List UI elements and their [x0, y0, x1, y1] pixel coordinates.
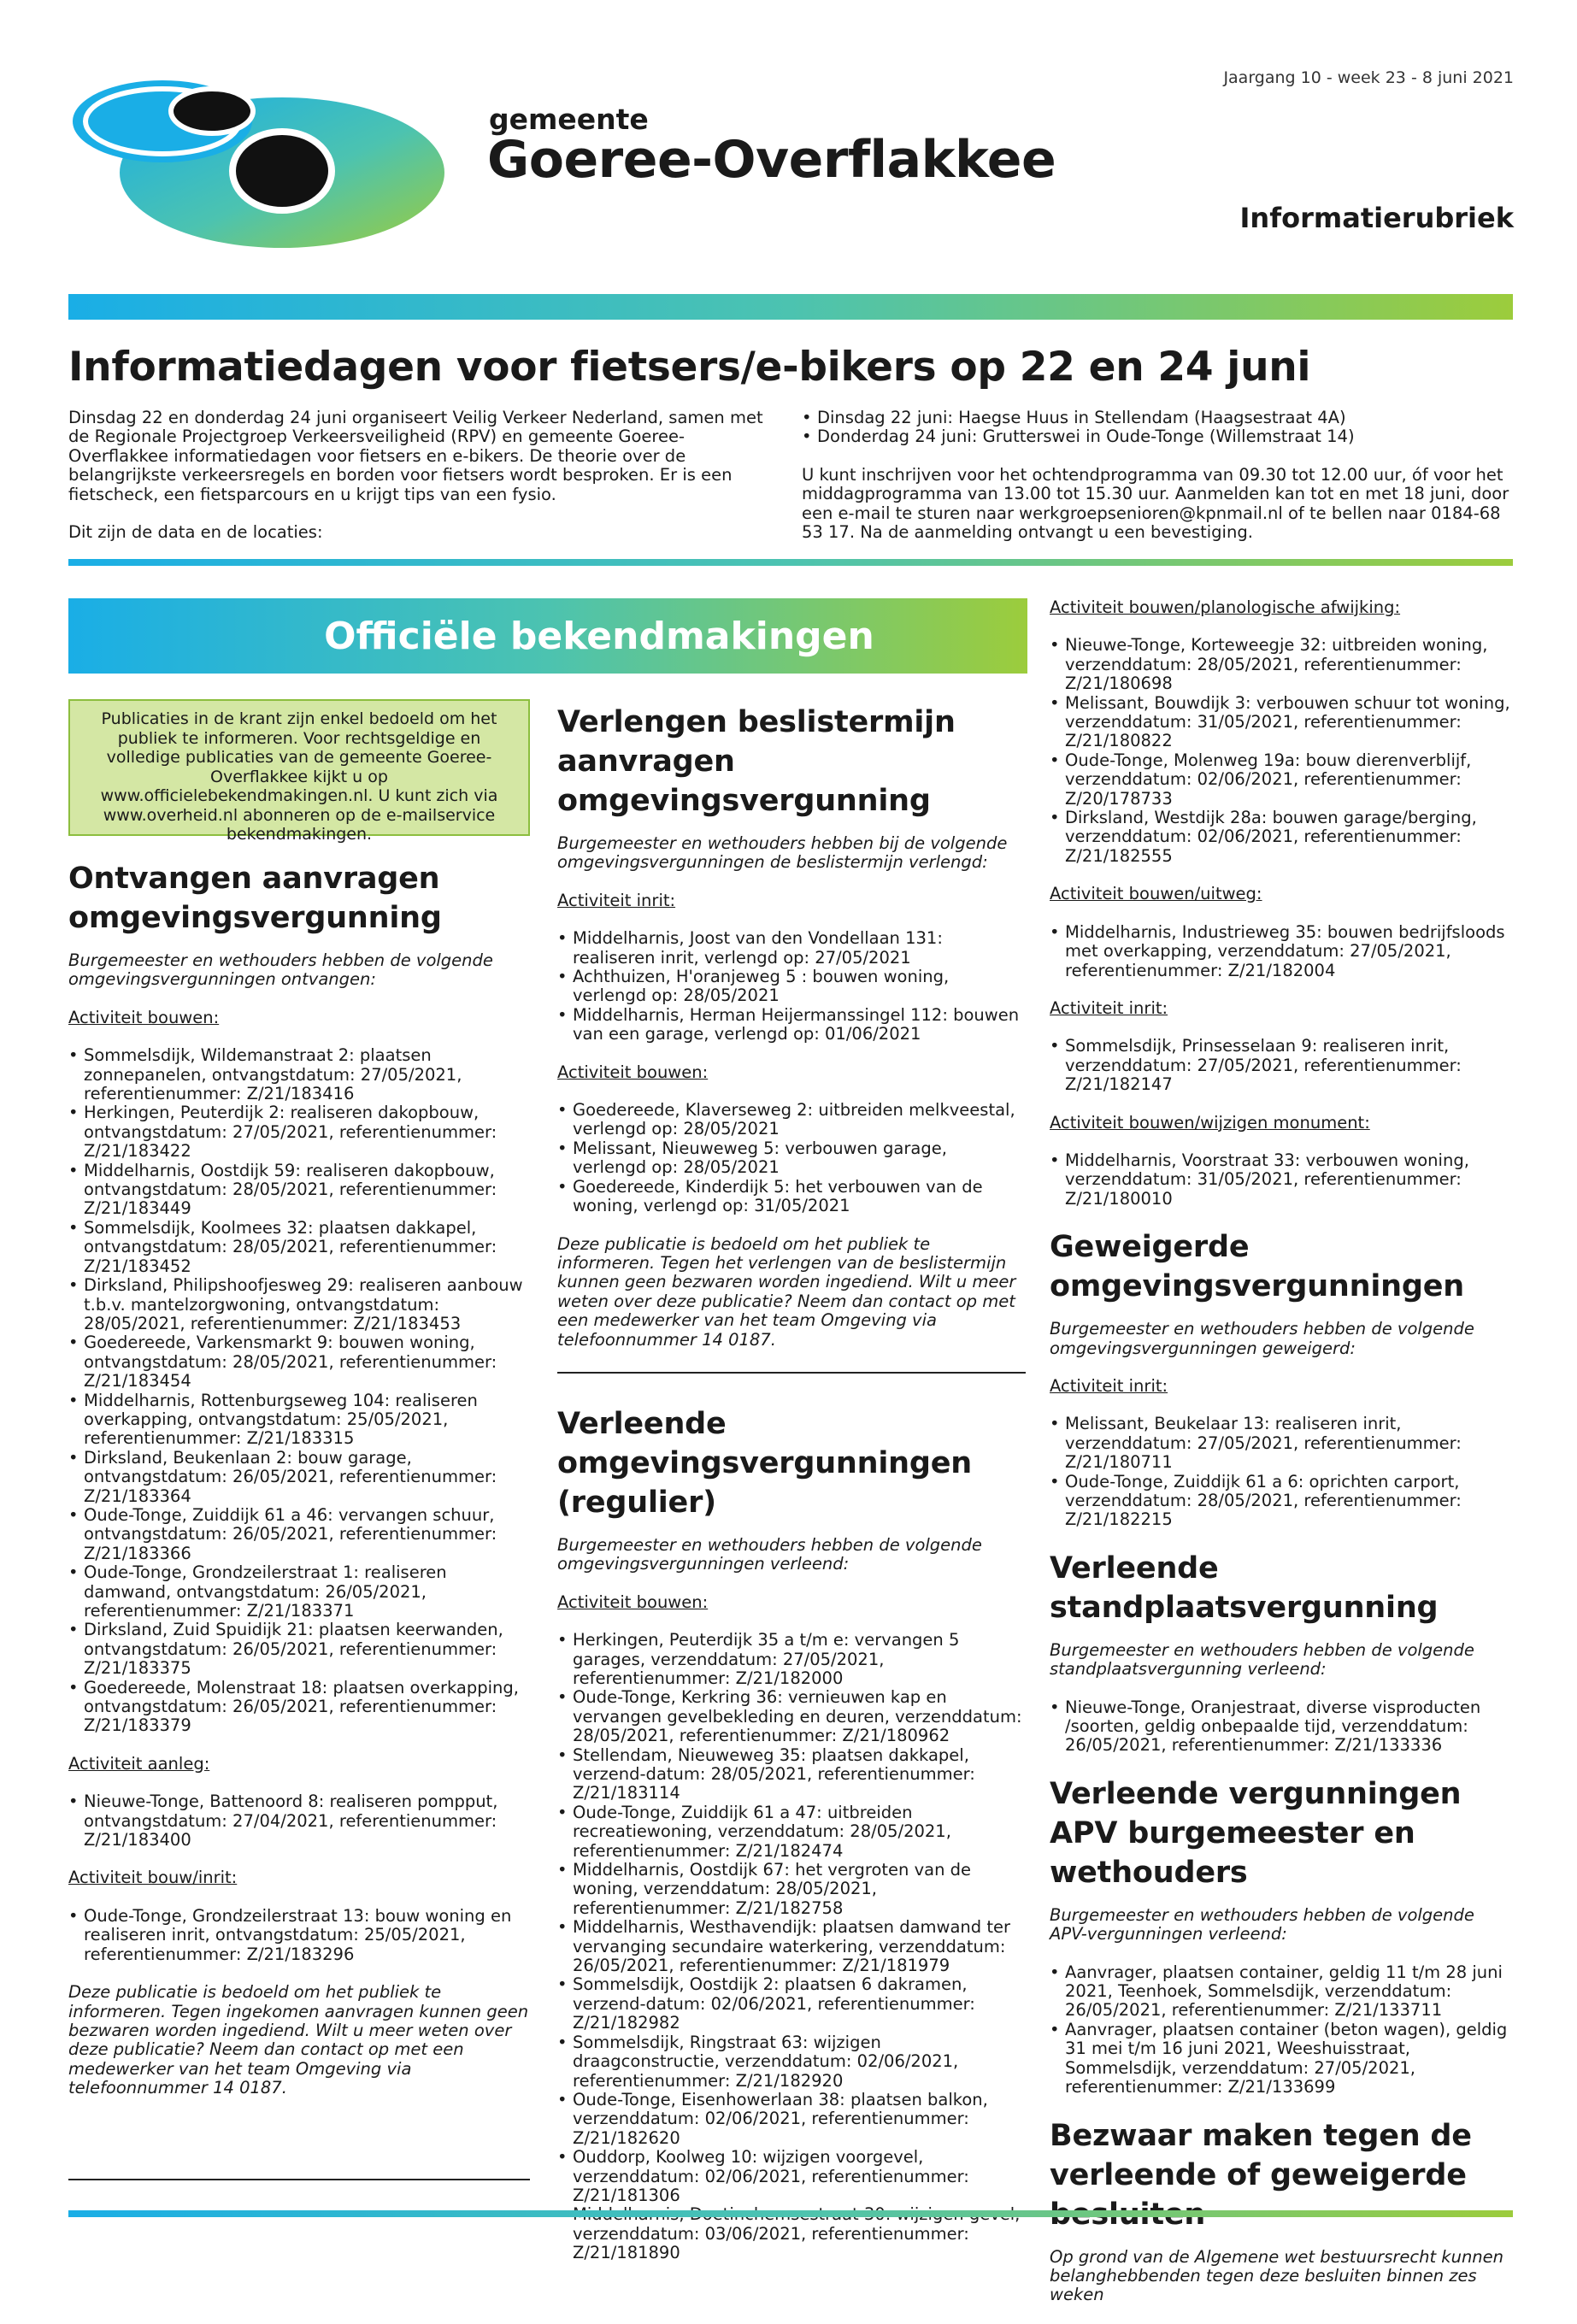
- intro-paragraph: U kunt inschrijven voor het ochtendprogramma van 09.30 tot 12.00 uur, óf voor het middagprogramma van 13.00 tot 15.30 uur. Aanmelden kan tot en met 18 juni, door een e-mail te sturen naar werkgroepsenioren@kpnmail.nl of te bellen naar 0184-68 53 17. Na de aanmelding ontvangt u een bevestiging.: [802, 464, 1509, 543]
- list-item: • Goedereede, Klaverseweg 2: uitbreiden melkveestal, verlengd op: 28/05/2021: [557, 1101, 1026, 1139]
- list-item: • Oude-Tonge, Grondzeilerstraat 1: realiseren damwand, ontvangstdatum: 26/05/2021, referentienummer: Z/21/183371: [68, 1563, 530, 1621]
- page-title: Informatiedagen voor fietsers/e-bikers op 22 en 24 juni: [68, 344, 1311, 391]
- section-rule: [557, 1372, 1026, 1374]
- item-list: [68, 1792, 530, 1850]
- intro-paragraph: Dit zijn de data en de locaties:: [68, 522, 323, 543]
- list-item: • Oude-Tonge, Zuiddijk 61 a 6: oprichten carport, verzenddatum: 28/05/2021, referentienummer: Z/21/182215: [1050, 1473, 1513, 1530]
- section-note: Deze publicatie is bedoeld om het publiek te informeren. Tegen het verlengen van de beslistermijn kunnen geen bezwaren worden ingediend. Wilt u meer weten over deze publicatie? Neem dan contact op met een medewerker van het team Omgeving via telefoonnummer 14 0187.: [557, 1233, 1016, 1350]
- section-intro: Op grond van de Algemene wet bestuursrecht kunnen belanghebbenden tegen deze besluiten binnen zes weken: [1050, 2246, 1504, 2305]
- list-item: • Nieuwe-Tonge, Korteweegje 32: uitbreiden woning, verzenddatum: 28/05/2021, referentienummer: Z/21/180698: [1050, 636, 1513, 693]
- section-title: Bezwaar maken tegen de verleende of geweigerde: [1050, 2118, 1472, 2192]
- intro-right: [802, 409, 1511, 542]
- section-title: Ontvangen aanvragen omgevingsvergunning: [68, 862, 442, 935]
- list-item: • Melissant, Beukelaar 13: realiseren inrit, verzenddatum: 27/05/2021, referentienummer: Z/21/180711: [1050, 1415, 1513, 1472]
- list-item: • Middelharnis, Voorstraat 33: verbouwen woning, verzenddatum: 31/05/2021, referentienummer: Z/21/180010: [1050, 1151, 1513, 1209]
- section-intro: Burgemeester en wethouders hebben de volgende standplaatsvergunning verleend:: [1050, 1639, 1474, 1680]
- section-note: Deze publicatie is bedoeld om het publiek te informeren. Tegen ingekomen aanvragen kunnen geen bezwaren worden ingediend. Wilt u meer weten over deze publicatie? Neem dan contact op met een medewerker van het team Omgeving via telefoonnummer 14 0187.: [68, 1982, 529, 2098]
- list-item: • verzenddatum: 03/06/2021, referentienummer: Z/21/181890: [557, 2205, 1026, 2262]
- list-item: • Dirksland, Beukenlaan 2: bouw garage, ontvangstdatum: 26/05/2021, referentienummer: Z/21/183364: [68, 1449, 530, 1506]
- list-item: • Goedereede, Varkensmarkt 9: bouwen woning, ontvangstdatum: 28/05/2021, referentienummer: Z/21/183454: [68, 1333, 530, 1391]
- activity-label: Activiteit bouw/inrit:: [68, 1868, 238, 1888]
- list-item: • Aanvrager, plaatsen container (beton wagen), geldig 31 mei t/m 16 juni 2021, Weeshuisstraat, Sommelsdijk, verzenddatum: 27/05/2021, referentienummer: Z/21/133699: [1050, 2021, 1513, 2097]
- header-color-bar: [68, 294, 1513, 320]
- issue-info: Jaargang 10 - week 23 - 8 juni 2021: [1223, 68, 1514, 87]
- list-item: • Melissant, Bouwdijk 3: verbouwen schuur tot woning, verzenddatum: 31/05/2021, referentienummer: Z/21/180822: [1050, 694, 1513, 751]
- list-item: • Nieuwe-Tonge, Oranjestraat, diverse visproducten /soorten, geldig onbepaalde tijd, verzenddatum: 26/05/2021, referentienummer: Z/21/133336: [1050, 1698, 1513, 1756]
- column-end-rule: [68, 2179, 530, 2180]
- list-item: • Nieuwe-Tonge, Battenoord 8: realiseren pompput, ontvangstdatum: 27/04/2021, referentienummer: Z/21/183400: [68, 1792, 530, 1850]
- list-item: • Middelharnis, Oostdijk 59: realiseren dakopbouw, ontvangstdatum: 28/05/2021, referentienummer: Z/21/183449: [68, 1162, 530, 1219]
- section-intro: Burgemeester en wethouders hebben de volgende APV-vergunningen verleend:: [1050, 1904, 1474, 1945]
- activity-label: Activiteit bouwen:: [557, 1591, 709, 1612]
- item-list: [557, 929, 1026, 1044]
- column-right: [1050, 598, 1513, 2324]
- activity-label: Activiteit bouwen/uitweg:: [1050, 884, 1262, 904]
- publication-notice: [68, 699, 530, 844]
- section-intro: Burgemeester en wethouders hebben de volgende omgevingsvergunningen verleend:: [557, 1534, 982, 1574]
- item-list: [1050, 1151, 1513, 1209]
- list-item: • Dirksland, Westdijk 28a: bouwen garage/berging, verzenddatum: 02/06/2021, referentienummer: Z/21/182555: [1050, 809, 1513, 866]
- list-item: • Middelharnis, Industrieweg 35: bouwen bedrijfsloods met overkapping, verzenddatum: 27/05/2021, referentienummer: Z/21/182004: [1050, 923, 1513, 980]
- brand-name: Goeree-Overflakkee: [487, 130, 1056, 190]
- list-item: • Sommelsdijk, Prinsesselaan 9: realiseren inrit, verzenddatum: 27/05/2021, referentienummer: Z/21/182147: [1050, 1037, 1513, 1094]
- activity-label: Activiteit bouwen/wijzigen monument:: [1050, 1112, 1370, 1133]
- section-label: Informatierubriek: [1239, 202, 1514, 234]
- column-middle: [557, 703, 1026, 2282]
- activity-label: Activiteit inrit:: [1050, 997, 1168, 1018]
- intro-paragraph: Dinsdag 22 en donderdag 24 juni organiseert Veilig Verkeer Nederland, samen met de Regionale Projectgroep Verkeersveiligheid (RPV) en gemeente Goeree-Overflakkee informatiedagen voor fietsers en e-bikers. De theorie over de belangrijkste verkeersregels en borden voor fietsers wordt besproken. Er is een fietscheck, een fietsparcours en u krijgt tips van een fysio.: [68, 408, 763, 504]
- footer-color-bar: [68, 2210, 1513, 2217]
- list-item: • Oude-Tonge, Molenweg 19a: bouw dierenverblijf, verzenddatum: 02/06/2021, referentienummer: Z/20/178733: [1050, 751, 1513, 809]
- list-item: • Dinsdag 22 juni: Haegse Huus in Stellendam (Haagsestraat 4A): [802, 409, 1511, 427]
- section-intro: Burgemeester en wethouders hebben de volgende omgevingsvergunningen ontvangen:: [68, 950, 493, 990]
- intro-dates: [802, 409, 1511, 447]
- list-item: • Goedereede, Molenstraat 18: plaatsen overkapping, ontvangstdatum: 26/05/2021, referentienummer: Z/21/183379: [68, 1679, 530, 1736]
- list-item: • Middelharnis, Westhavendijk: plaatsen damwand ter vervanging secundaire waterkering, verzenddatum: 26/05/2021, referentienummer: Z/21/181979: [557, 1918, 1026, 1975]
- list-item: • Stellendam, Nieuweweg 35: plaatsen dakkapel, verzend-datum: 28/05/2021, referentienummer: Z/21/183114: [557, 1746, 1026, 1803]
- list-item: • Goedereede, Kinderdijk 5: het verbouwen van de woning, verlengd op: 31/05/2021: [557, 1178, 1026, 1216]
- list-item: • Middelharnis, Oostdijk 67: het vergroten van de woning, verzenddatum: 28/05/2021, referentienummer: Z/21/182758: [557, 1861, 1026, 1918]
- list-item: • Melissant, Nieuweweg 5: verbouwen garage, verlengd op: 28/05/2021: [557, 1139, 1026, 1178]
- list-item: • Herkingen, Peuterdijk 2: realiseren dakopbouw, ontvangstdatum: 27/05/2021, referentienummer: Z/21/183422: [68, 1103, 530, 1161]
- list-item: • Oude-Tonge, Eisenhowerlaan 38: plaatsen balkon, verzenddatum: 02/06/2021, referentienummer: Z/21/182620: [557, 2091, 1026, 2148]
- item-list: [1050, 636, 1513, 866]
- section-title: Verleende standplaatsvergunning: [1050, 1550, 1439, 1625]
- banner-title: Officiële bekendmakingen: [324, 614, 874, 658]
- intro-left: [68, 409, 769, 542]
- item-list: [1050, 923, 1513, 980]
- item-list: [557, 1631, 1026, 2262]
- item-list: [1050, 1037, 1513, 1094]
- section-intro: Burgemeester en wethouders hebben de volgende omgevingsvergunningen geweigerd:: [1050, 1319, 1474, 1358]
- activity-label: Activiteit bouwen:: [557, 1062, 709, 1082]
- official-banner: [68, 598, 1027, 674]
- list-item: • Achthuizen, H'oranjeweg 5 : bouwen woning, verlengd op: 28/05/2021: [557, 968, 1026, 1006]
- activity-label: Activiteit inrit:: [557, 890, 676, 910]
- list-item: • Sommelsdijk, Oostdijk 2: plaatsen 6 dakramen, verzend-datum: 02/06/2021, referentienummer: Z/21/182982: [557, 1975, 1026, 2033]
- activity-label: Activiteit bouwen/planologische afwijking:: [1050, 597, 1401, 617]
- list-item: • Middelharnis, Joost van den Vondellaan 131: realiseren inrit, verlengd op: 27/05/2021: [557, 929, 1026, 968]
- section-title: Verleende omgevingsvergunningen (regulier): [557, 1406, 972, 1520]
- item-list: [1050, 1415, 1513, 1529]
- list-item: • Dirksland, Zuid Spuidijk 21: plaatsen keerwanden, ontvangstdatum: 26/05/2021, referentienummer: Z/21/183375: [68, 1621, 530, 1678]
- item-list: [557, 1101, 1026, 1215]
- list-item: • Aanvrager, plaatsen container, geldig 11 t/m 28 juni 2021, Teenhoek, Sommelsdijk, verzenddatum: 26/05/2021, referentienummer: Z/21/133711: [1050, 1963, 1513, 2021]
- list-item: • Middelharnis, Rottenburgseweg 104: realiseren overkapping, ontvangstdatum: 25/05/2021, referentienummer: Z/21/183315: [68, 1391, 530, 1449]
- activity-label: Activiteit inrit:: [1050, 1375, 1168, 1396]
- item-list: [68, 1046, 530, 1736]
- list-item: • Donderdag 24 juni: Grutterswei in Oude-Tonge (Willemstraat 14): [802, 427, 1511, 446]
- column-left: [68, 859, 530, 2098]
- notice-text: Publicaties in de krant zijn enkel bedoeld om het publiek te informeren. Voor rechtsgeldige en volledige publicaties van de gemeente Goeree-Overflakkee kijkt u op www.officielebekendmakingen.nl. U kunt zich via www.overheid.nl abonneren op de e-mailservice bekendmakingen.: [100, 709, 498, 844]
- list-item: • Sommelsdijk, Ringstraat 63: wijzigen draagconstructie, verzenddatum: 02/06/2021, referentienummer: Z/21/182920: [557, 2033, 1026, 2091]
- item-list: [68, 1907, 530, 1964]
- list-item: • Dirksland, Philipshoofjesweg 29: realiseren aanbouw t.b.v. mantelzorgwoning, ontvangstdatum: 28/05/2021, referentienummer: Z/21/183453: [68, 1276, 530, 1333]
- section-title: Verleende vergunningen APV burgemeester en wethouders: [1050, 1776, 1462, 1890]
- list-item: • Ouddorp, Koolweg 10: wijzigen voorgevel, verzenddatum: 02/06/2021, referentienummer: Z/21/181306: [557, 2148, 1026, 2205]
- municipality-logo: [68, 70, 444, 250]
- list-item: • Oude-Tonge, Zuiddijk 61 a 46: vervangen schuur, ontvangstdatum: 26/05/2021, referentienummer: Z/21/183366: [68, 1506, 530, 1563]
- list-item: • Sommelsdijk, Koolmees 32: plaatsen dakkapel, ontvangstdatum: 28/05/2021, referentienummer: Z/21/183452: [68, 1219, 530, 1276]
- list-item: • Oude-Tonge, Kerkring 36: vernieuwen kap en vervangen gevelbekleding en deuren, verzenddatum: 28/05/2021, referentienummer: Z/21/180962: [557, 1688, 1026, 1745]
- section-title: Geweigerde omgevingsvergunningen: [1050, 1230, 1464, 1304]
- section-intro: Burgemeester en wethouders hebben bij de volgende omgevingsvergunningen de beslistermijn verlengd:: [557, 833, 1008, 873]
- divider-color-bar: [68, 559, 1513, 566]
- item-list: [1050, 1698, 1513, 1756]
- list-item: • Oude-Tonge, Grondzeilerstraat 13: bouw woning en realiseren inrit, ontvangstdatum: 25/05/2021, referentienummer: Z/21/183296: [68, 1907, 530, 1964]
- item-list: [1050, 1963, 1513, 2097]
- brand-small: gemeente: [489, 103, 649, 136]
- list-item: • Oude-Tonge, Zuiddijk 61 a 47: uitbreiden recreatiewoning, verzenddatum: 28/05/2021, referentienummer: Z/21/182474: [557, 1803, 1026, 1861]
- activity-label: Activiteit aanleg:: [68, 1753, 210, 1774]
- list-item: • Herkingen, Peuterdijk 35 a t/m e: vervangen 5 garages, verzenddatum: 27/05/2021, referentienummer: Z/21/182000: [557, 1631, 1026, 1688]
- activity-label: Activiteit bouwen:: [68, 1007, 220, 1027]
- section-title: Verlengen beslistermijn aanvragen omgevingsvergunning: [557, 705, 956, 818]
- list-item: • Middelharnis, Herman Heijermanssingel 112: bouwen van een garage, verlengd op: 01/06/2021: [557, 1006, 1026, 1044]
- list-item: • Sommelsdijk, Wildemanstraat 2: plaatsen zonnepanelen, ontvangstdatum: 27/05/2021, referentienummer: Z/21/183416: [68, 1046, 530, 1103]
